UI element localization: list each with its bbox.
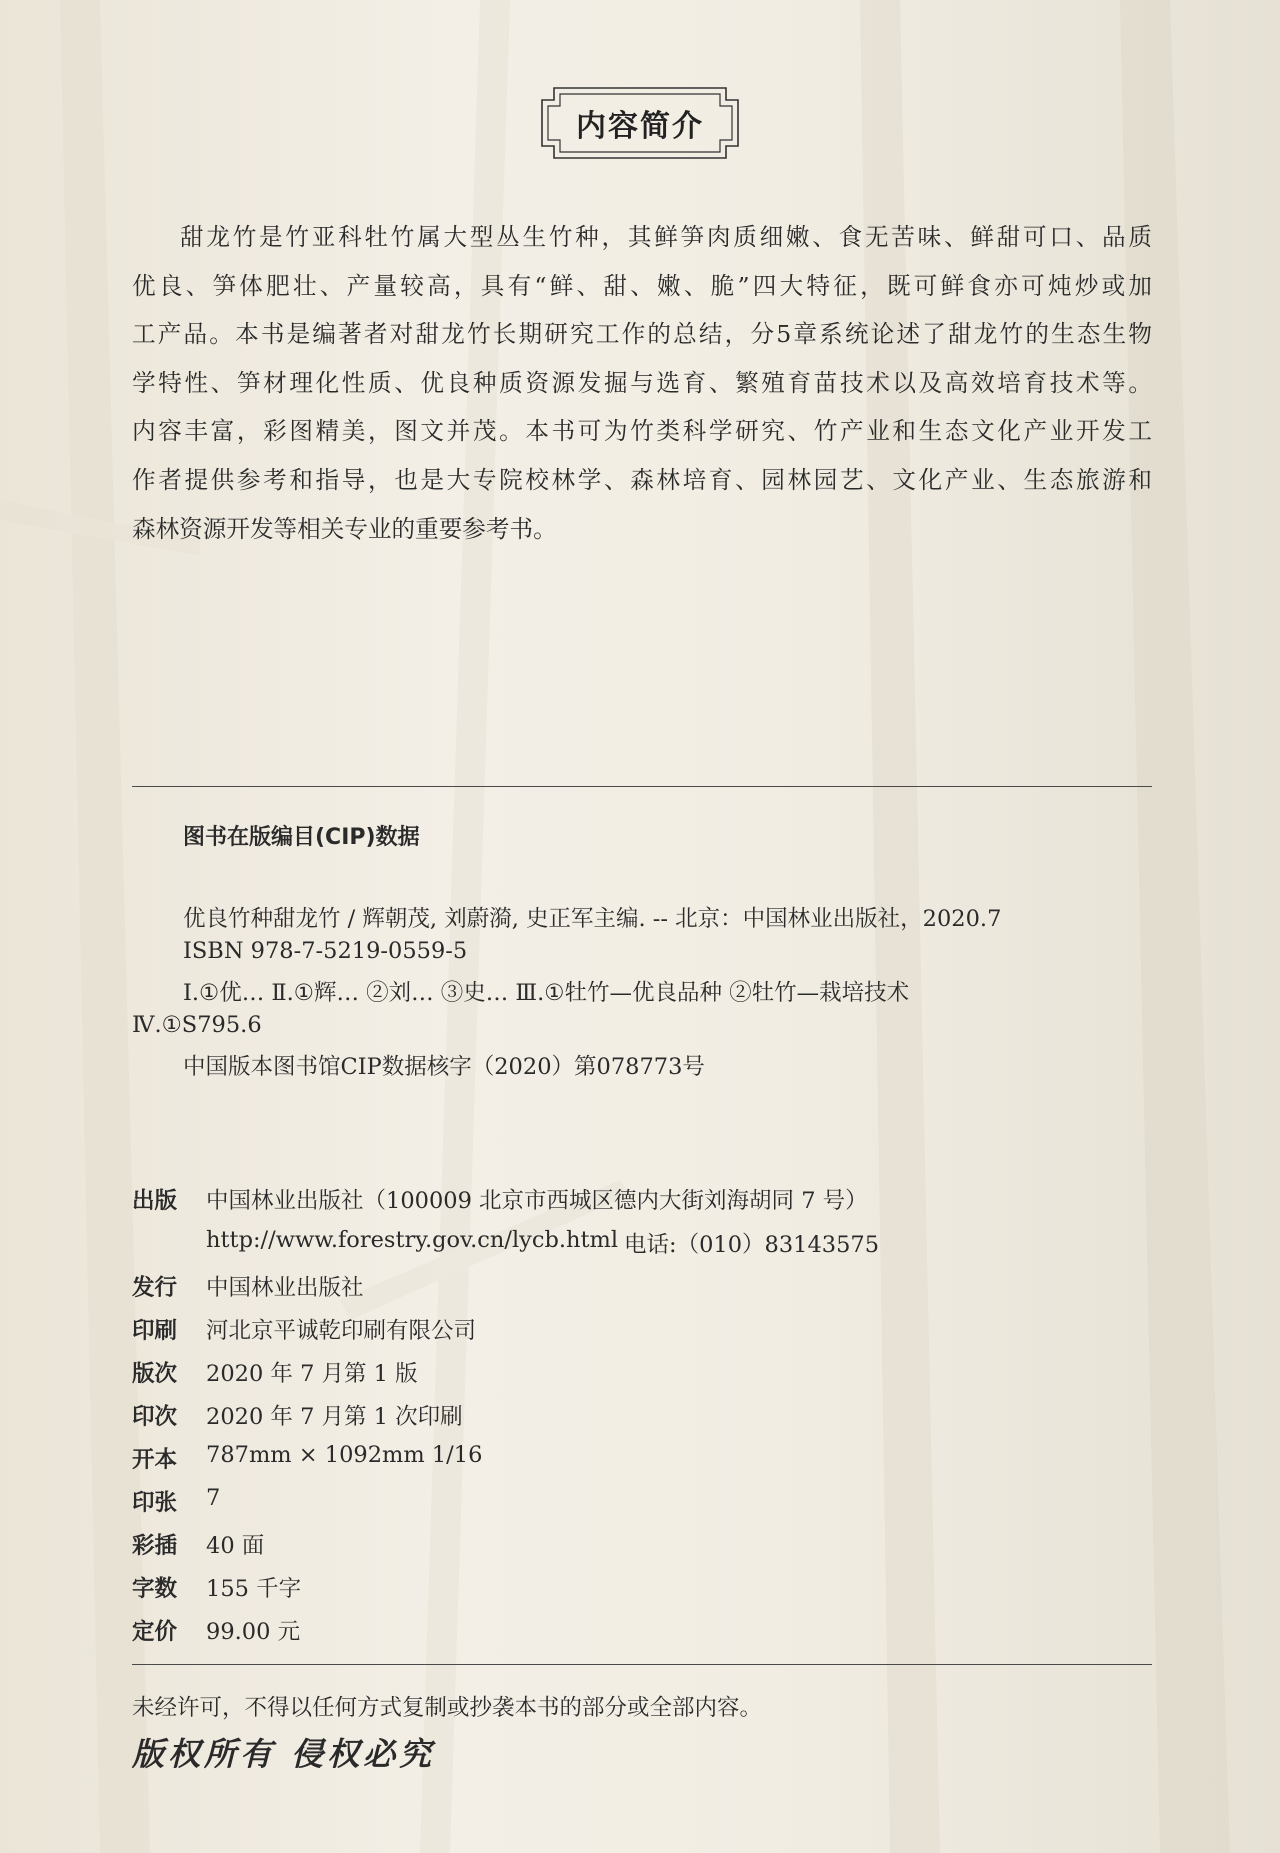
info-label: 开本 xyxy=(132,1447,178,1473)
info-value: 7 xyxy=(206,1485,221,1511)
info-label: 印张 xyxy=(132,1490,178,1516)
info-label: 发行 xyxy=(132,1275,178,1301)
intro-line: 内容丰富，彩图精美，图文并茂。本书可为竹类科学研究、竹产业和生态文化产业开发工 xyxy=(132,417,1152,446)
info-value: 40 面 xyxy=(206,1533,265,1559)
info-label: 印刷 xyxy=(132,1318,178,1344)
publisher-value: 中国林业出版社（100009 北京市西城区德内大街刘海胡同 7 号） xyxy=(206,1188,868,1214)
info-label: 字数 xyxy=(132,1576,178,1602)
intro-line: 甜龙竹是竹亚科牡竹属大型丛生竹种，其鲜笋肉质细嫩、食无苦味、鲜甜可口、品质 xyxy=(180,223,1152,251)
intro-line: 优良、笋体肥壮、产量较高，具有“鲜、甜、嫩、脆”四大特征，既可鲜食亦可炖炒或加 xyxy=(132,271,1152,300)
cip-line: 中国版本图书馆CIP数据核字（2020）第078773号 xyxy=(183,1054,705,1080)
intro-line: 学特性、笋材理化性质、优良种质资源发掘与选育、繁殖育苗技术以及高效培育技术等。 xyxy=(132,368,1152,397)
cip-line: Ⅰ.①优… Ⅱ.①辉… ②刘… ③史… Ⅲ.①牡竹—优良品种 ②牡竹—栽培技术 xyxy=(183,980,910,1006)
info-value: 2020 年 7 月第 1 次印刷 xyxy=(206,1404,463,1430)
info-label: 定价 xyxy=(132,1619,178,1645)
divider xyxy=(132,786,1152,787)
info-label: 版次 xyxy=(132,1361,178,1387)
cip-title: 图书在版编目(CIP)数据 xyxy=(183,825,420,850)
phone-number: 电话:（010）83143575 xyxy=(624,1232,880,1258)
cip-line: Ⅳ.①S795.6 xyxy=(132,1012,262,1038)
cip-line: 优良竹种甜龙竹 / 辉朝茂, 刘蔚漪, 史正军主编. -- 北京：中国林业出版社，2020.7 xyxy=(183,906,1002,932)
divider xyxy=(132,1664,1152,1665)
info-value: 2020 年 7 月第 1 版 xyxy=(206,1361,418,1387)
cip-line: ISBN 978-7-5219-0559-5 xyxy=(183,938,468,964)
section-title: 内容简介 xyxy=(576,109,704,144)
info-value: 河北京平诚乾印刷有限公司 xyxy=(206,1318,477,1344)
rights-reserved: 版权所有 侵权必究 xyxy=(132,1735,436,1773)
info-value: 787mm × 1092mm 1/16 xyxy=(206,1442,483,1468)
intro-paragraph xyxy=(132,213,1152,553)
info-label: 印次 xyxy=(132,1404,178,1430)
publisher-label: 出版 xyxy=(132,1188,178,1214)
intro-line: 森林资源开发等相关专业的重要参考书。 xyxy=(132,514,557,543)
intro-line: 工产品。本书是编著者对甜龙竹长期研究工作的总结，分5章系统论述了甜龙竹的生态生物 xyxy=(132,320,1152,349)
intro-line: 作者提供参考和指导，也是大专院校林学、森林培育、园林园艺、文化产业、生态旅游和 xyxy=(132,465,1152,494)
info-value: 中国林业出版社 xyxy=(206,1275,364,1301)
info-value: 99.00 元 xyxy=(206,1619,301,1645)
info-value: 155 千字 xyxy=(206,1576,302,1602)
section-header xyxy=(540,86,740,160)
website-link[interactable]: http://www.forestry.gov.cn/lycb.html xyxy=(206,1227,619,1253)
info-label: 彩插 xyxy=(132,1533,178,1559)
copyright-notice: 未经许可，不得以任何方式复制或抄袭本书的部分或全部内容。 xyxy=(132,1695,763,1721)
